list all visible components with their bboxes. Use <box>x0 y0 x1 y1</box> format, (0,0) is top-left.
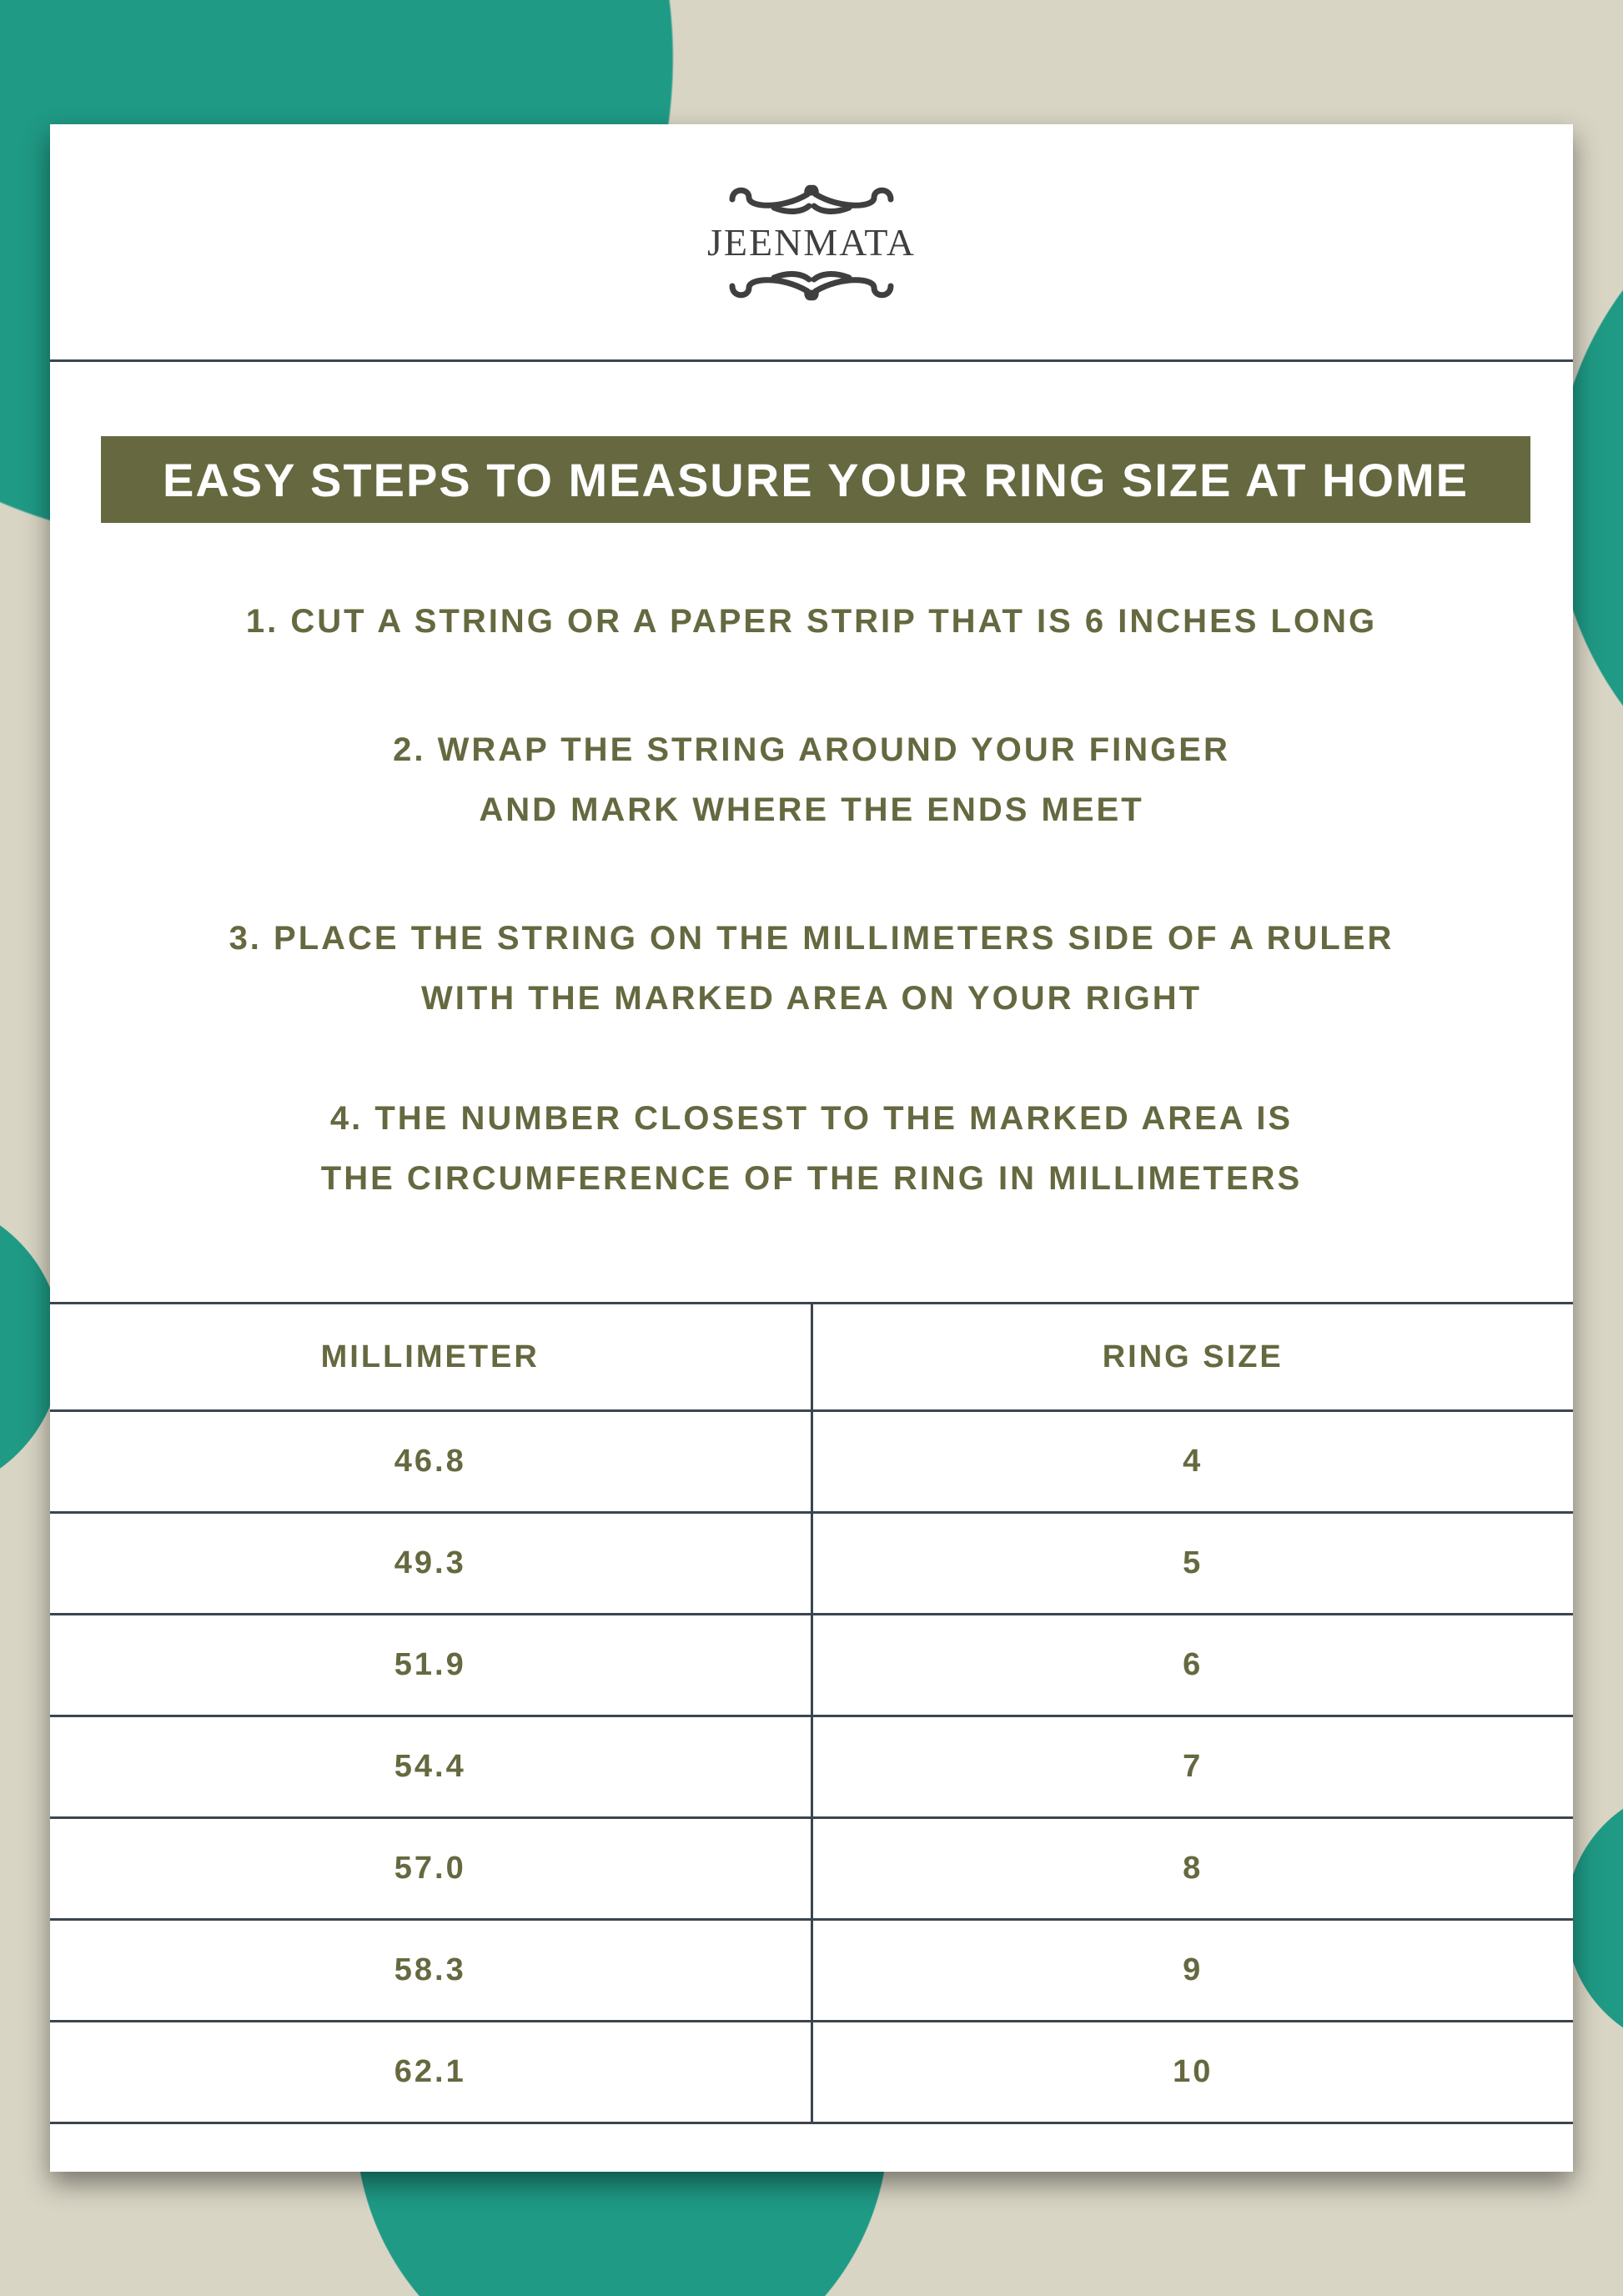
page-title: EASY STEPS TO MEASURE YOUR RING SIZE AT HOME <box>101 436 1530 523</box>
table-row <box>50 1513 1573 1615</box>
ring-size-cell: 7 <box>812 1716 1573 1818</box>
table-row <box>50 1411 1573 1513</box>
ornament-icon <box>724 183 899 219</box>
table-row <box>50 1818 1573 1920</box>
ring-size-cell: 9 <box>812 1920 1573 2022</box>
millimeter-cell: 54.4 <box>50 1716 812 1818</box>
millimeter-cell: 51.9 <box>50 1615 812 1716</box>
millimeter-cell: 62.1 <box>50 2022 812 2123</box>
step-line: WITH THE MARKED AREA ON YOUR RIGHT <box>420 980 1203 1017</box>
millimeter-cell: 58.3 <box>50 1920 812 2022</box>
table-row <box>50 1716 1573 1818</box>
logo-text: JEENMATA <box>707 221 916 264</box>
millimeter-cell: 57.0 <box>50 1818 812 1920</box>
column-header-ring-size: RING SIZE <box>812 1304 1573 1411</box>
ring-size-cell: 10 <box>812 2022 1573 2123</box>
step-line: 3. PLACE THE STRING ON THE MILLIMETERS SIDE OF A RULER <box>229 920 1394 957</box>
ring-size-cell: 4 <box>812 1411 1573 1513</box>
millimeter-cell: 49.3 <box>50 1513 812 1615</box>
ring-size-table <box>50 1302 1573 2124</box>
ring-size-card <box>50 124 1573 2172</box>
divider <box>50 359 1573 362</box>
table-row <box>50 1615 1573 1716</box>
column-header-millimeter: MILLIMETER <box>50 1304 812 1411</box>
step-line: 2. WRAP THE STRING AROUND YOUR FINGER <box>393 731 1230 768</box>
table-row <box>50 1920 1573 2022</box>
ring-size-cell: 5 <box>812 1513 1573 1615</box>
step-line: AND MARK WHERE THE ENDS MEET <box>479 791 1144 828</box>
step-line: THE CIRCUMFERENCE OF THE RING IN MILLIMETERS <box>320 1160 1303 1197</box>
table-row <box>50 2022 1573 2123</box>
ring-size-cell: 8 <box>812 1818 1573 1920</box>
logo <box>50 183 1573 303</box>
table-header-row <box>50 1304 1573 1411</box>
millimeter-cell: 46.8 <box>50 1411 812 1513</box>
step-line: 4. THE NUMBER CLOSEST TO THE MARKED AREA IS <box>329 1100 1294 1137</box>
ring-size-cell: 6 <box>812 1615 1573 1716</box>
step-line: 1. CUT A STRING OR A PAPER STRIP THAT IS 6 INCHES LONG <box>245 603 1378 640</box>
steps-list <box>83 591 1540 1208</box>
ornament-icon <box>724 266 899 303</box>
